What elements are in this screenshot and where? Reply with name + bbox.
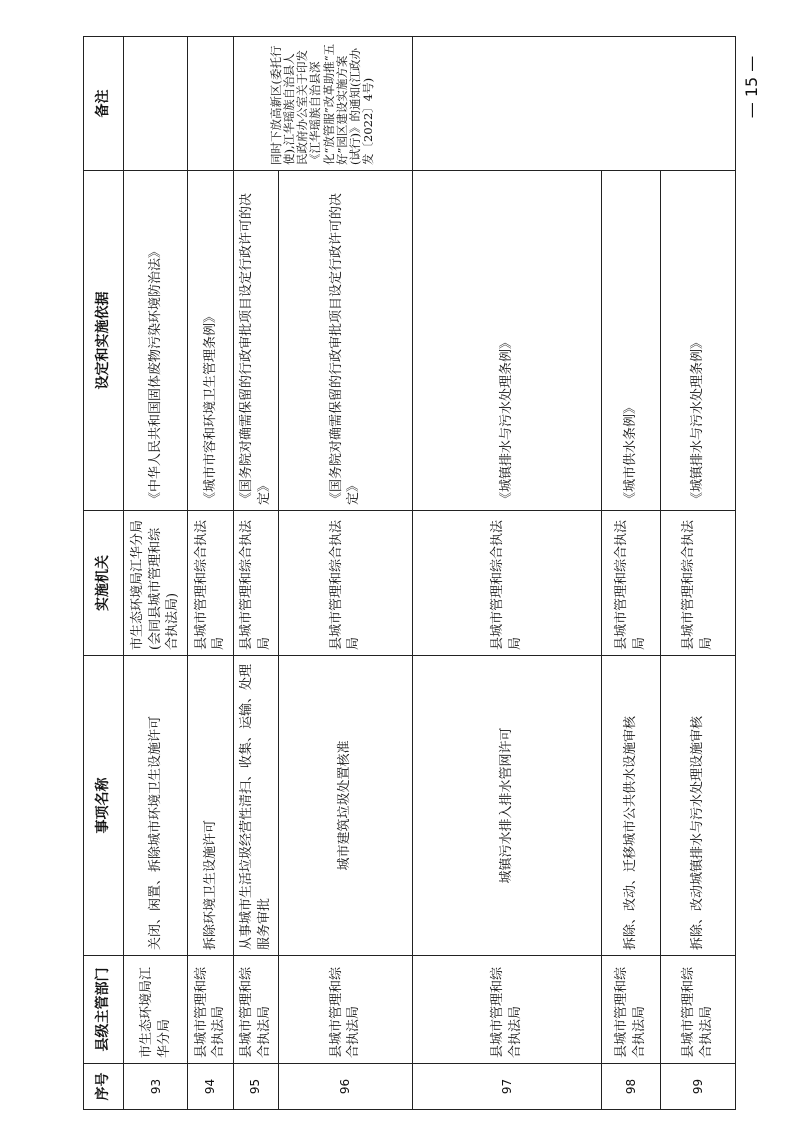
row-dept: 市生态环境局江华分局 (124, 956, 188, 1064)
header-item: 事项名称 (84, 656, 124, 956)
header-note: 备注 (84, 37, 124, 171)
table-row (412, 37, 601, 1110)
row-no: 99 (660, 1064, 735, 1110)
table-row (124, 37, 188, 1110)
row-note (124, 37, 188, 171)
table-row (188, 37, 233, 1110)
table-row (601, 37, 660, 1110)
row-no: 95 (233, 1064, 278, 1110)
row-item: 城镇污水排入排水管网许可 (412, 656, 601, 956)
row-note (412, 37, 735, 171)
row-dept: 县城市管理和综合执法局 (660, 956, 735, 1064)
approval-items-table (83, 36, 736, 1110)
row-agency: 县城市管理和综合执法局 (660, 511, 735, 656)
row-item: 城市建筑垃圾处置核准 (278, 656, 412, 956)
row-agency: 县城市管理和综合执法局 (233, 511, 278, 656)
header-dept: 县级主管部门 (84, 956, 124, 1064)
header-basis: 设定和实施依据 (84, 171, 124, 511)
row-item: 拆除环境卫生设施许可 (188, 656, 233, 956)
row-basis: 《城镇排水与污水处理条例》 (660, 171, 735, 511)
row-dept: 县城市管理和综合执法局 (412, 956, 601, 1064)
row-agency: 县城市管理和综合执法局 (188, 511, 233, 656)
row-agency: 县城市管理和综合执法局 (412, 511, 601, 656)
table-header-row (84, 37, 124, 1110)
row-basis: 《国务院对确需保留的行政审批项目设定行政许可的决定》 (233, 171, 278, 511)
header-no: 序号 (84, 1064, 124, 1110)
header-agency: 实施机关 (84, 511, 124, 656)
row-item: 从事城市生活垃圾经营性清扫、收集、运输、处理服务审批 (233, 656, 278, 956)
row-dept: 县城市管理和综合执法局 (188, 956, 233, 1064)
row-agency: 县城市管理和综合执法局 (601, 511, 660, 656)
row-item: 拆除、改动、迁移城市公共供水设施审核 (601, 656, 660, 956)
row-no: 94 (188, 1064, 233, 1110)
table-row (278, 37, 412, 1110)
row-item: 拆除、改动城镇排水与污水处理设施审核 (660, 656, 735, 956)
row-no: 98 (601, 1064, 660, 1110)
row-dept: 县城市管理和综合执法局 (601, 956, 660, 1064)
row-item: 关闭、闲置、拆除城市环境卫生设施许可 (124, 656, 188, 956)
row-note: 同时下放高新区(委托行使),江华瑶族自治县人民政府办公室关于印发《江华瑶族自治县深化“放管服”改革助推“五好”园区建设实施方案(试行)》的通知(江政办发〔2022〕4号) (233, 37, 412, 171)
row-dept: 县城市管理和综合执法局 (278, 956, 412, 1064)
row-basis: 《城市供水条例》 (601, 171, 660, 511)
row-basis: 《国务院对确需保留的行政审批项目设定行政许可的决定》 (278, 171, 412, 511)
row-dept: 县城市管理和综合执法局 (233, 956, 278, 1064)
row-no: 97 (412, 1064, 601, 1110)
row-agency: 市生态环境局江华分局(会同县城市管理和综合执法局) (124, 511, 188, 656)
row-no: 96 (278, 1064, 412, 1110)
row-note (188, 37, 233, 171)
row-no: 93 (124, 1064, 188, 1110)
table-row (233, 37, 278, 1110)
row-basis: 《中华人民共和国固体废物污染环境防治法》 (124, 171, 188, 511)
row-basis: 《城镇排水与污水处理条例》 (412, 171, 601, 511)
row-basis: 《城市市容和环境卫生管理条例》 (188, 171, 233, 511)
table-row (660, 37, 735, 1110)
page-number: — 15 — (742, 55, 761, 119)
row-agency: 县城市管理和综合执法局 (278, 511, 412, 656)
